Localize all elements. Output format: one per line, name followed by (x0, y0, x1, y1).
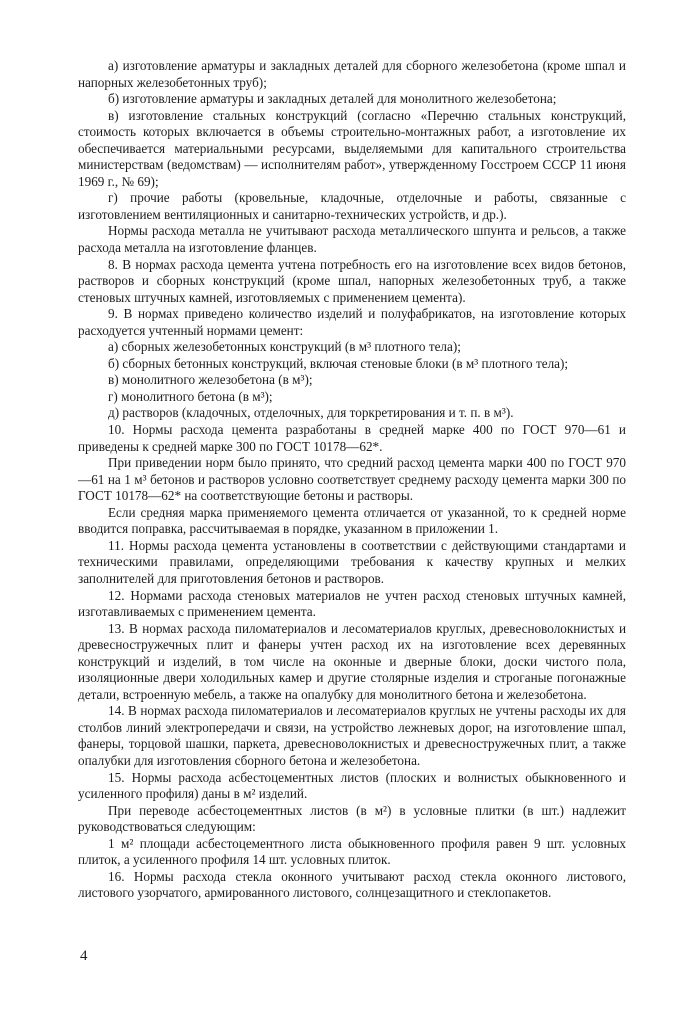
body-text (78, 58, 626, 902)
paragraph: а) сборных железобетонных конструкций (в м³ плотного тела); (108, 339, 461, 355)
paragraph: Если средняя марка применяемого цемента отличается от указанной, то к средней норме вводится поправка, рассчитываемая в порядке, указанном в приложении 1. (78, 504, 626, 537)
paragraph: 14. В нормах расхода пиломатериалов и лесоматериалов круглых не учтены расходы их для столбов линий электропередачи и связи, на устройство лежневых дорог, на изготовление шпал, фанеры, торцовой шашки, паркета, древесноволокнистых и древесностружечных плит, а также опалубки для изготовления сборного бетона и железобетона. (78, 703, 626, 768)
paragraph: г) прочие работы (кровельные, кладочные, отделочные и работы, связанные с изготовлением вентиляционных и санитарно-технических устройств, и др.). (78, 190, 626, 222)
paragraph: 13. В нормах расхода пиломатериалов и лесоматериалов круглых, древесноволокнистых и древесностружечных плит и фанеры учтен расход их на изготовление всех деревянных конструкций и изделий, в том числе на оконные и дверные блоки, доски чистого пола, изоляционные двери холодильных камер и другие столярные изделия и строганые погонажные детали, встроенную мебель, а также на опалубку для монолитного бетона и железобетона. (78, 620, 626, 702)
paragraph: а) изготовление арматуры и закладных деталей для сборного железобетона (кроме шпал и напорных железобетонных труб); (78, 58, 626, 90)
paragraph: Нормы расхода металла не учитывают расхода металлического шпунта и рельсов, а также расхода металла на изготовление фланцев. (78, 223, 626, 256)
page-number: 4 (80, 948, 88, 964)
paragraph: д) растворов (кладочных, отделочных, для торкретирования и т. п. в м³). (108, 405, 514, 421)
paragraph: 15. Нормы расхода асбестоцементных листов (плоских и волнистых обыкновенного и усиленного профиля) даны в м² изделий. (78, 769, 626, 802)
paragraph: в) изготовление стальных конструкций (согласно «Перечню стальных конструкций, стоимость которых включается в объемы строительно-монтажных работ, а изготовление их обеспечивается материальными ресурсами, выделяемыми для капитального строительства министерствам (ведомствам) — исполнителям работ», утвержденному Госстроем СССР 11 июня 1969 г., № 69); (78, 107, 626, 189)
paragraph: 11. Нормы расхода цемента установлены в соответствии с действующими стандартами и техническими правилами, определяющими требования к качеству крупных и мелких заполнителей для приготовления бетонов и растворов. (78, 537, 626, 586)
paragraph: 8. В нормах расхода цемента учтена потребность его на изготовление всех видов бетонов, растворов и сборных конструкций (кроме шпал, напорных железобетонных труб, а также стеновых штучных камней, изготовляемых с применением цемента). (78, 256, 626, 305)
paragraph: 9. В нормах приведено количество изделий и полуфабрикатов, на изготовление которых расходуется учтенный нормами цемент: (78, 306, 626, 338)
paragraph: б) сборных бетонных конструкций, включая стеновые блоки (в м³ плотного тела); (108, 355, 569, 371)
paragraph: 12. Нормами расхода стеновых материалов не учтен расход стеновых штучных камней, изготавливаемых с применением цемента. (78, 587, 626, 620)
paragraph: 10. Нормы расхода цемента разработаны в средней марке 400 по ГОСТ 970—61 и приведены к средней марке 300 по ГОСТ 10178—62*. (78, 422, 626, 454)
paragraph: 16. Нормы расхода стекла оконного учитывают расход стекла оконного листового, листового узорчатого, армированного листового, солнцезащитного и стеклопакетов. (78, 868, 626, 901)
paragraph: в) монолитного железобетона (в м³); (108, 372, 313, 388)
paragraph: При приведении норм было принято, что средний расход цемента марки 400 по ГОСТ 970—61 на 1 м³ бетонов и растворов условно соответствует среднему расходу цемента марки 300 по ГОСТ 10178—62* на соответствующие бетоны и растворы. (78, 455, 626, 504)
paragraph: 1 м² площади асбестоцементного листа обыкновенного профиля равен 9 шт. условных плиток, а усиленного профиля 14 шт. условных плиток. (78, 835, 626, 868)
paragraph: При переводе асбестоцементных листов (в м²) в условные плитки (в шт.) надлежит руководствоваться следующим: (78, 802, 626, 835)
paragraph: б) изготовление арматуры и закладных деталей для монолитного железобетона; (108, 91, 557, 107)
paragraph: г) монолитного бетона (в м³); (108, 388, 273, 404)
